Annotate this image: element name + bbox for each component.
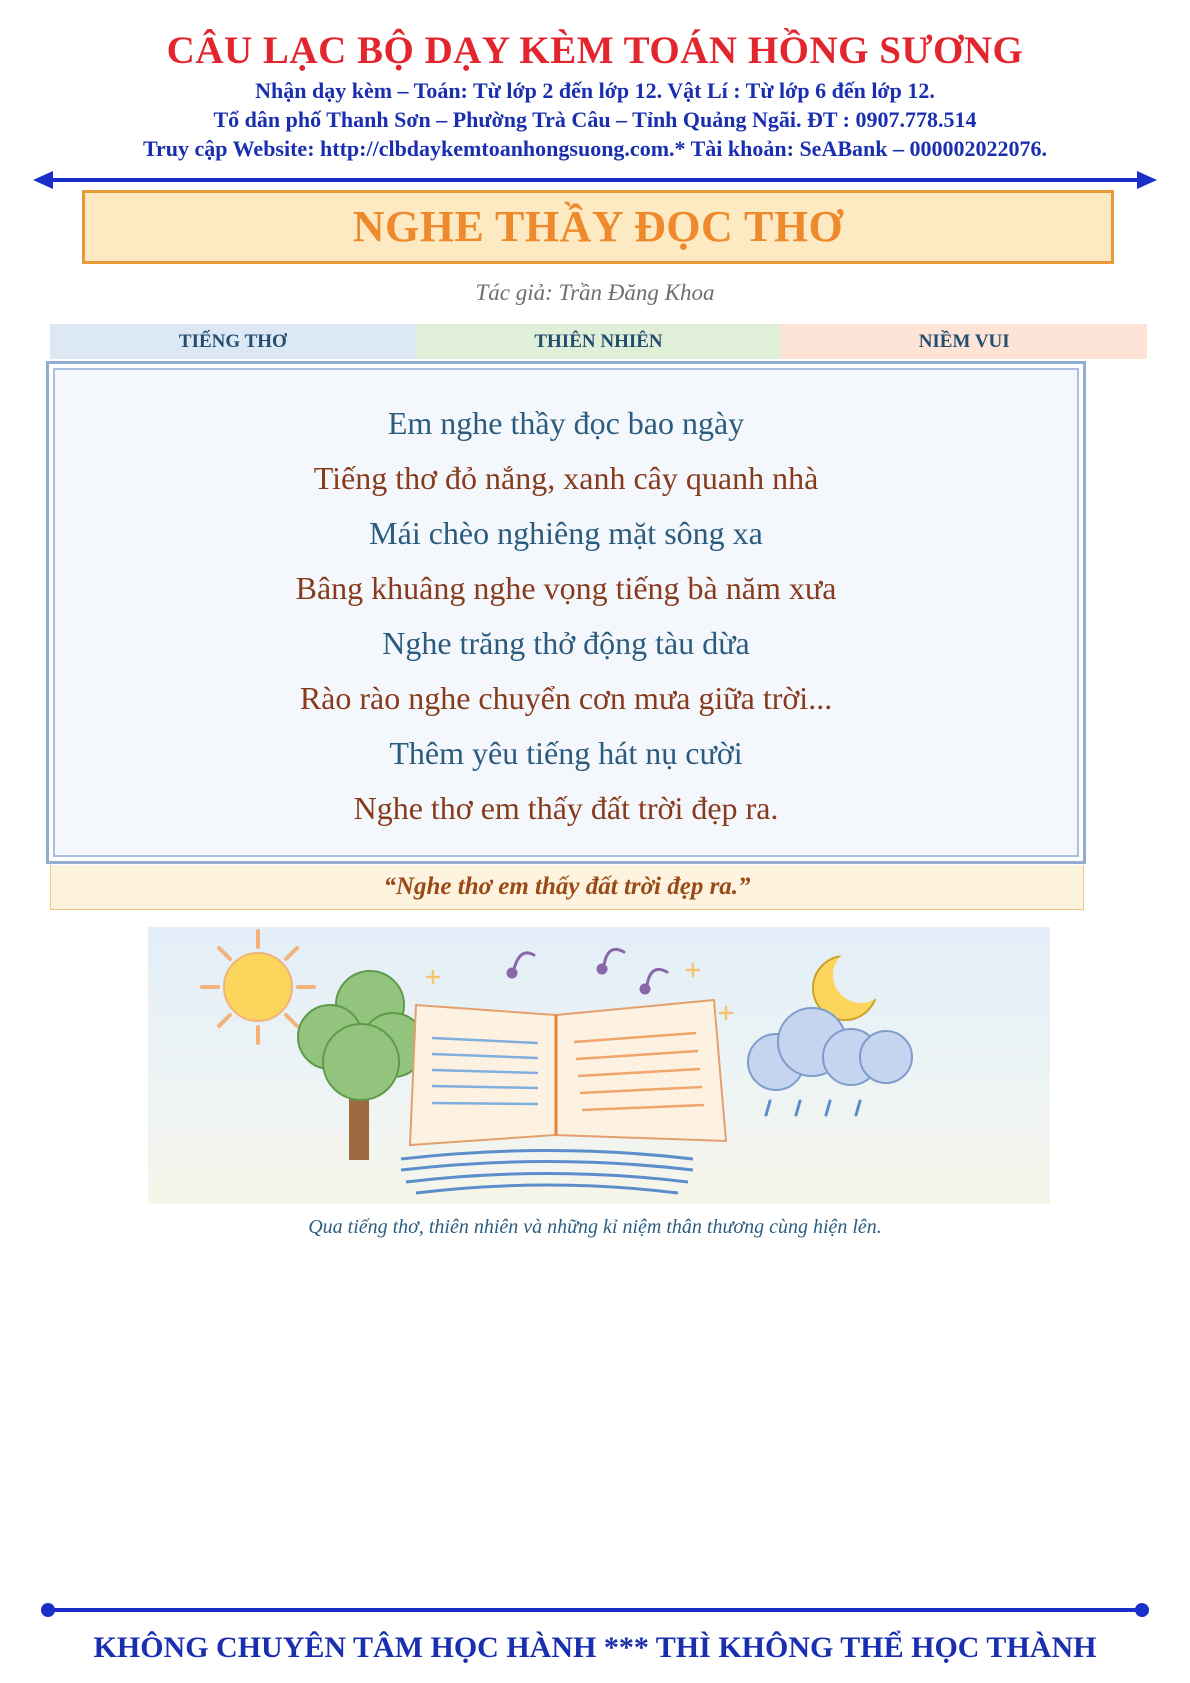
theme-bar <box>50 324 1147 359</box>
poem-body <box>53 368 1079 857</box>
poem-title-box <box>82 190 1114 264</box>
sun-icon <box>202 931 314 1043</box>
poem-line: Nghe trăng thở động tàu dừa <box>382 625 750 661</box>
poem-line: Rào rào nghe chuyển cơn mưa giữa trời... <box>299 680 833 716</box>
poem-line: Em nghe thầy đọc bao ngày <box>387 405 745 441</box>
club-header <box>0 26 1190 163</box>
theme-tieng-tho: TIẾNG THƠ <box>50 324 416 359</box>
footer-motto: KHÔNG CHUYÊN TÂM HỌC HÀNH *** THÌ KHÔNG THỂ HỌC THÀNH <box>93 1631 1097 1664</box>
poem-frame <box>46 361 1086 864</box>
double-arrow-divider <box>33 170 1157 190</box>
poem-line: Nghe thơ em thấy đất trời đẹp ra. <box>353 790 779 826</box>
quote-box <box>50 865 1084 910</box>
poem-line: Bâng khuâng nghe vọng tiếng bà năm xưa <box>295 570 837 606</box>
theme-thien-nhien: THIÊN NHIÊN <box>416 324 782 359</box>
club-info-subjects: Nhận dạy kèm – Toán: Từ lớp 2 đến lớp 12. Vật Lí : Từ lớp 6 đến lớp 12. <box>255 78 935 103</box>
highlight-quote: “Nghe thơ em thấy đất trời đẹp ra.” <box>383 873 751 900</box>
footer-divider <box>40 1600 1150 1620</box>
poem-line: Tiếng thơ đỏ nắng, xanh cây quanh nhà <box>313 460 819 496</box>
poem-author: Tác giả: Trần Đăng Khoa <box>475 280 715 305</box>
poem-line: Thêm yêu tiếng hát nụ cười <box>389 735 743 771</box>
poem-line: Mái chèo nghiêng mặt sông xa <box>369 515 763 551</box>
club-info-address: Tổ dân phố Thanh Sơn – Phường Trà Câu – Tỉnh Quảng Ngãi. ĐT : 0907.778.514 <box>213 107 977 132</box>
theme-niem-vui: NIỀM VUI <box>781 324 1147 359</box>
poem-title: NGHE THẦY ĐỌC THƠ <box>352 202 844 251</box>
illustration-caption: Qua tiếng thơ, thiên nhiên và những kỉ niệm thân thương cùng hiện lên. <box>308 1216 882 1238</box>
club-info-website: Truy cập Website: http://clbdaykemtoanhongsuong.com.* Tài khoản: SeABank – 000002022076. <box>143 136 1047 161</box>
poem-illustration <box>148 927 1050 1204</box>
open-book-icon <box>410 1000 726 1145</box>
club-name: CÂU LẠC BỘ DẠY KÈM TOÁN HỒNG SƯƠNG <box>166 29 1024 72</box>
